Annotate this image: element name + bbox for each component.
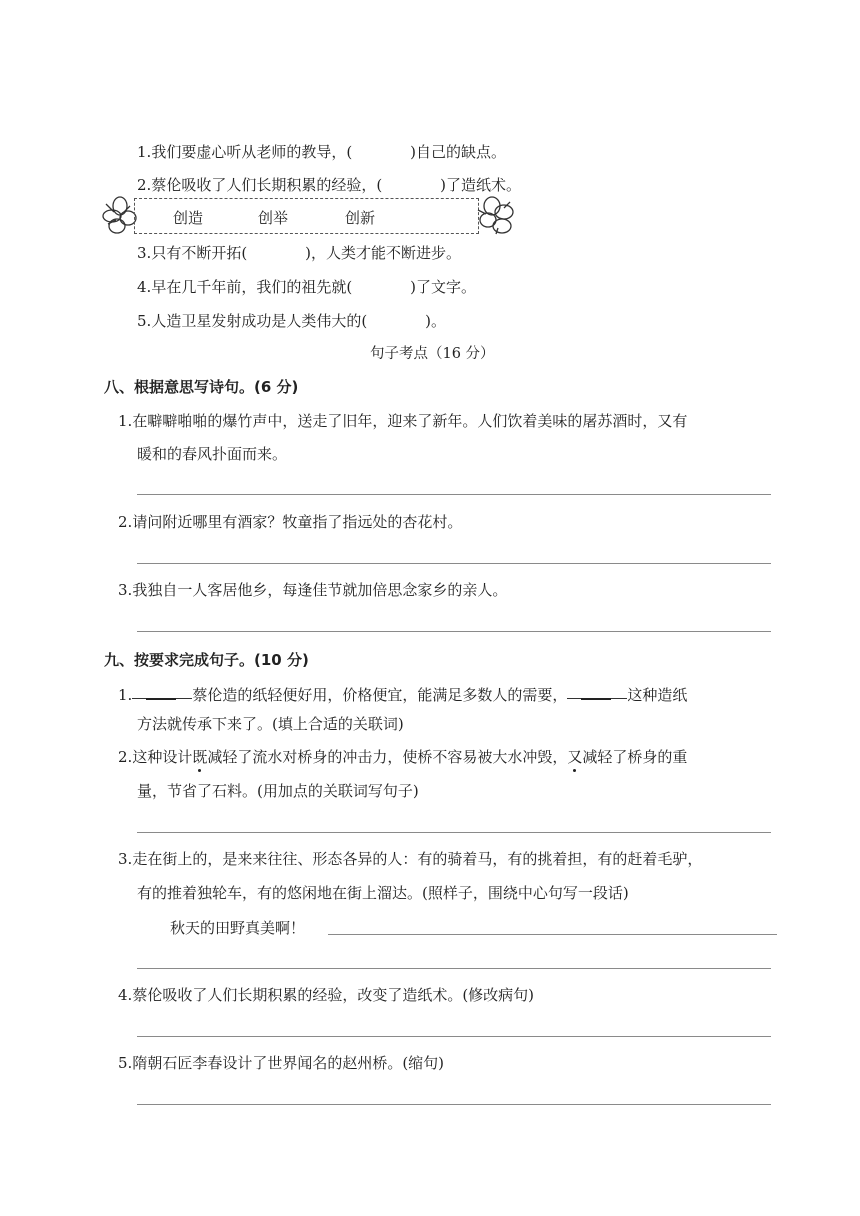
q9-item-1 (118, 684, 687, 705)
q8-item-1 (118, 411, 687, 431)
q9-item-3 (118, 849, 702, 869)
q7-item-1-number: 1. (137, 143, 152, 161)
q9-item-5-number: 5. (118, 1054, 133, 1072)
q7-item-4-number: 4. (137, 278, 152, 296)
q9-item-2-line2: 量，节省了石料。(用加点的关联词写句子) (137, 782, 419, 800)
q7-item-3 (137, 243, 461, 263)
q9-item-1-blank-1[interactable] (132, 684, 192, 699)
q9-item-2-answer-line[interactable] (137, 832, 771, 833)
q8-item-2-answer-line[interactable] (137, 563, 771, 564)
q9-item-3-line2: 有的推着独轮车，有的悠闲地在街上溜达。(照样子，围绕中心句写一段话) (137, 884, 629, 902)
q8-item-1-text: 在噼噼啪啪的爆竹声中，送走了旧年，迎来了新年。人们饮着美味的屠苏酒时，又有 (132, 412, 688, 430)
q9-item-1-mid: 蔡伦造的纸轻便好用，价格便宜，能满足多数人的需要， (192, 686, 568, 704)
word-choice-2: 创举 (258, 209, 289, 227)
section-8-heading: 八、根据意思写诗句。(6 分) (104, 378, 299, 396)
q7-item-2-after: )了造纸术。 (440, 176, 522, 194)
q8-item-1-line2: 暖和的春风扑面而来。 (137, 445, 288, 463)
q9-item-2-number: 2. (118, 748, 133, 766)
decorative-flower-right-icon (474, 194, 518, 238)
q7-item-4 (137, 277, 476, 297)
q9-item-4-answer-line[interactable] (137, 1036, 771, 1037)
q7-item-3-number: 3. (137, 244, 152, 262)
q9-item-2-dotted-word-1: 既 (192, 748, 208, 766)
word-choice-3: 创新 (345, 209, 376, 227)
q8-item-3 (118, 580, 507, 600)
q7-item-3-before: 只有不断开拓( (151, 244, 248, 262)
q9-item-2 (118, 747, 687, 767)
q9-item-3-text: 走在街上的，是来来往往、形态各异的人：有的骑着马，有的挑着担，有的赶着毛驴， (132, 850, 703, 868)
q9-item-3-answer-line-1[interactable] (328, 934, 777, 935)
q7-item-5-before: 人造卫星发射成功是人类伟大的( (151, 312, 368, 330)
q9-item-5 (118, 1053, 444, 1073)
q7-item-2-before: 蔡伦吸收了人们长期积累的经验，( (151, 176, 383, 194)
q7-item-5 (137, 311, 446, 331)
section-9-heading: 九、按要求完成句子。(10 分) (104, 651, 309, 669)
q9-item-3-number: 3. (118, 850, 133, 868)
q7-item-2-number: 2. (137, 176, 152, 194)
q7-item-4-before: 早在几千年前，我们的祖先就( (151, 278, 353, 296)
q9-item-1-number: 1. (118, 686, 133, 704)
q9-item-5-answer-line[interactable] (137, 1104, 771, 1105)
q7-item-5-after: )。 (425, 312, 447, 330)
q9-item-3-prompt: 秋天的田野真美啊！ (170, 919, 306, 937)
q7-item-3-after: )，人类才能不断进步。 (305, 244, 462, 262)
q9-item-4-number: 4. (118, 986, 133, 1004)
q7-item-1-after: )自己的缺点。 (410, 143, 507, 161)
q8-item-1-number: 1. (118, 412, 133, 430)
q8-item-2 (118, 512, 462, 532)
section-title: 句子考点（16 分） (370, 346, 495, 362)
q9-item-1-end: 这种造纸 (627, 686, 688, 704)
q7-item-4-after: )了文字。 (410, 278, 477, 296)
q9-item-2-part-c: 减轻了桥身的重 (582, 748, 688, 766)
q9-item-2-part-a: 这种设计 (132, 748, 193, 766)
q8-item-3-answer-line[interactable] (137, 631, 771, 632)
q9-item-2-dotted-word-2: 又 (567, 748, 583, 766)
q8-item-2-text: 请问附近哪里有酒家？牧童指了指远处的杏花村。 (132, 513, 463, 531)
q7-item-1 (137, 142, 506, 162)
word-choice-1: 创造 (173, 209, 204, 227)
q8-item-3-text: 我独自一人客居他乡，每逢佳节就加倍思念家乡的亲人。 (132, 581, 508, 599)
q9-item-4 (118, 985, 534, 1005)
q8-item-3-number: 3. (118, 581, 133, 599)
q9-item-4-text: 蔡伦吸收了人们长期积累的经验，改变了造纸术。(修改病句) (132, 986, 535, 1004)
q9-item-3-answer-line-2[interactable] (137, 968, 771, 969)
q8-item-2-number: 2. (118, 513, 133, 531)
q9-item-1-line2: 方法就传承下来了。(填上合适的关联词) (137, 715, 404, 733)
q9-item-1-blank-2[interactable] (567, 684, 627, 699)
q9-item-2-part-b: 减轻了流水对桥身的冲击力，使桥不容易被大水冲毁， (207, 748, 568, 766)
q7-item-5-number: 5. (137, 312, 152, 330)
q7-item-2 (137, 175, 521, 195)
q8-item-1-answer-line[interactable] (137, 494, 771, 495)
q7-item-1-before: 我们要虚心听从老师的教导，( (151, 143, 353, 161)
q9-item-5-text: 隋朝石匠李春设计了世界闻名的赵州桥。(缩句) (132, 1054, 445, 1072)
